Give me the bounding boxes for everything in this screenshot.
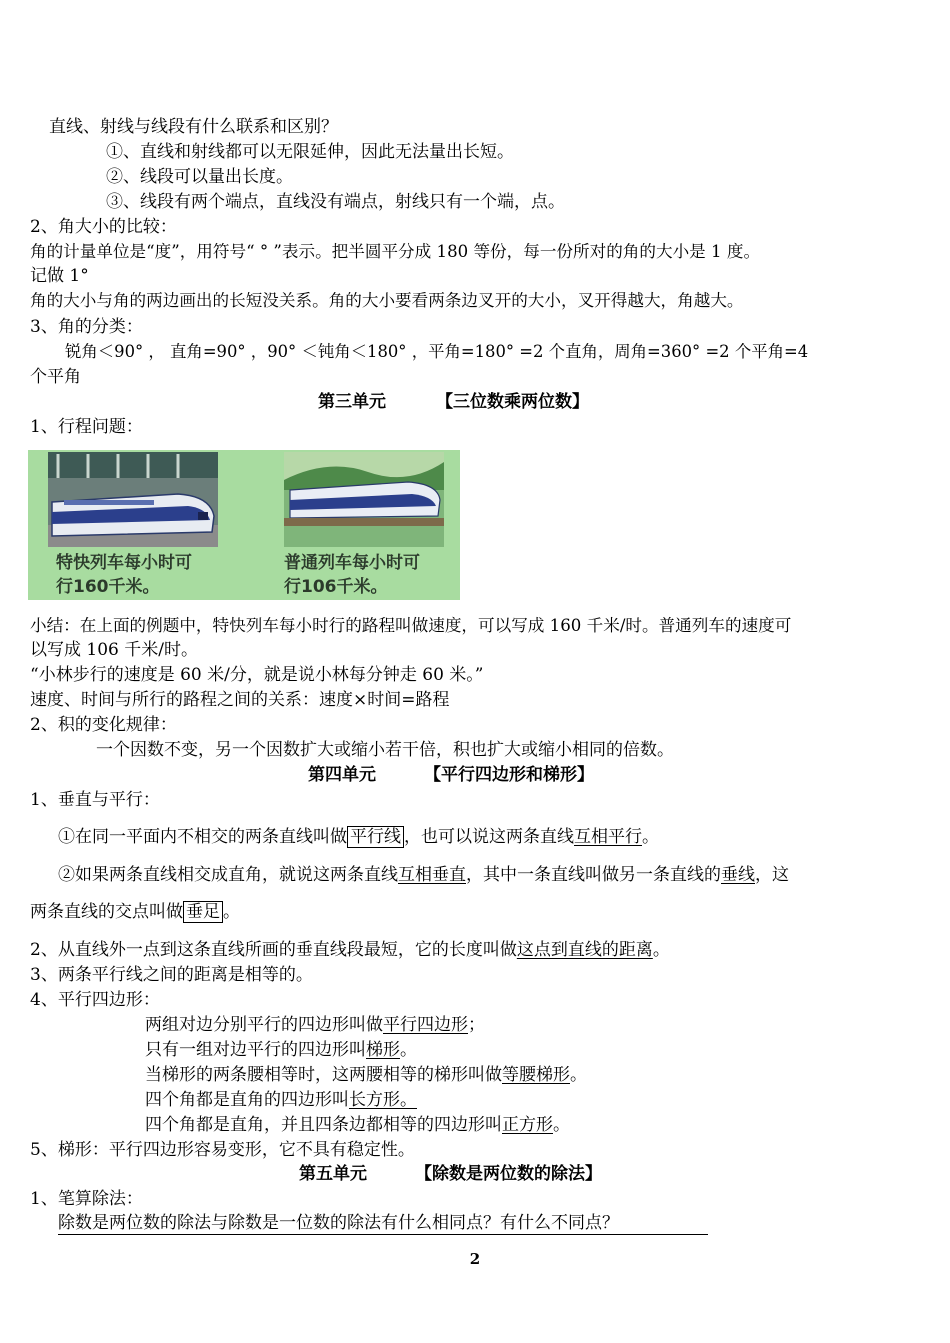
unit3-topic: 【三位数乘两位数】: [436, 392, 589, 412]
point-3: ③、线段有两个端点，直线没有端点，射线只有一个端，点。: [106, 192, 565, 212]
unit5-topic: 【除数是两位数的除法】: [415, 1164, 602, 1184]
square-definition: [145, 1114, 570, 1136]
point-2: ②、线段可以量出长度。: [106, 167, 293, 187]
unit3-heading: 第三单元: [318, 392, 386, 412]
written-division-title: 1、笔算除法：: [30, 1189, 143, 1209]
perpendicular-definition: [58, 864, 789, 886]
ordinary-caption-line-1: 普通列车每小时可: [284, 553, 420, 573]
trapezoid-stability-line: 5、梯形：平行四边形容易变形，它不具有稳定性。: [30, 1140, 415, 1160]
express-caption-line-2: 行160千米。: [56, 577, 160, 597]
parallel-distance-line: 3、两条平行线之间的距离是相等的。: [30, 965, 313, 985]
perp-def-text-3: ，这: [755, 865, 789, 885]
product-title: 2、积的变化规律：: [30, 715, 177, 735]
unit5-heading: 第五单元: [299, 1164, 367, 1184]
def5-text-1: 四个角都是直角，并且四条边都相等的四边形叫: [145, 1115, 502, 1135]
division-question: 除数是两位数的除法与除数是一位数的除法有什么相同点？有什么不同点？: [58, 1212, 708, 1235]
unit4-heading: 第四单元: [308, 765, 376, 785]
perp-parallel-title: 1、垂直与平行：: [30, 790, 160, 810]
distance-text-2: 。: [652, 940, 670, 960]
travel-title: 1、行程问题：: [30, 417, 143, 437]
foot-def-text-2: 。: [223, 902, 240, 922]
rectangle-term: 长方形。: [349, 1090, 417, 1110]
foot-definition: [30, 901, 240, 923]
perp-def-text-1: ②如果两条直线相交成直角，就说这两条直线: [58, 865, 398, 885]
trapezoid-definition: [145, 1039, 417, 1061]
summary-line-1: 小结：在上面的例题中，特快列车每小时行的路程叫做速度，可以写成 160 千米/时。普通列车的速度可: [30, 616, 792, 635]
train-figure: [28, 450, 460, 600]
express-train-panel: [48, 452, 218, 547]
parallel-def-text-1: ①在同一平面内不相交的两条直线叫做: [58, 827, 347, 847]
speed-relation: 速度、时间与所行的路程之间的关系：速度×时间=路程: [30, 690, 450, 710]
summary-line-2: 以写成 106 千米/时。: [30, 640, 198, 660]
def1-text-1: 两组对边分别平行的四边形叫做: [145, 1015, 383, 1035]
parallel-def-text-3: 。: [642, 827, 659, 847]
unit4-topic: 【平行四边形和梯形】: [424, 765, 594, 785]
ordinary-train-panel: [284, 452, 444, 547]
train-illustration: [28, 450, 460, 600]
angle-unit-line: 角的计量单位是“度”，用符号“ ° ”表示。把半圆平分成 180 等份，每一份所对的角的大小是 1 度。: [30, 242, 761, 261]
def2-text-1: 只有一组对边平行的四边形叫: [145, 1040, 366, 1060]
def1-text-2: ；: [468, 1015, 485, 1035]
def4-text-1: 四个角都是直角的四边形叫: [145, 1090, 349, 1110]
mutually-parallel-term: 互相平行: [574, 827, 642, 847]
parallel-def-text-2: ，也可以说这两条直线: [404, 827, 574, 847]
foot-def-text-1: 两条直线的交点叫做: [30, 902, 183, 922]
trapezoid-term: 梯形: [366, 1040, 400, 1060]
angle-class-line: 锐角＜90° ， 直角=90° ，90° ＜钝角＜180° ，平角=180° =2 个直角，周角=360° =2 个平角=4: [65, 342, 809, 361]
speed-quote: “小林步行的速度是 60 米/分，就是说小林每分钟走 60 米。”: [30, 665, 484, 685]
angle-unit-line-2: 记做 1°: [30, 266, 89, 286]
angle-class-line-2: 个平角: [30, 367, 81, 387]
isosceles-trapezoid-term: 等腰梯形: [502, 1065, 570, 1085]
rectangle-definition: [145, 1089, 461, 1111]
parallelogram-title: 4、平行四边形：: [30, 990, 160, 1010]
parallel-lines-term: 平行线: [347, 826, 404, 848]
angle-size-line: 角的大小与角的两边画出的长短没关系。角的大小要看两条边叉开的大小，叉开得越大，角越大。: [30, 291, 744, 310]
perpendicular-line-term: 垂线: [721, 865, 755, 885]
page-number: 2: [469, 1250, 481, 1268]
parallel-definition: [58, 826, 659, 848]
angle-class-title: 3、角的分类：: [30, 317, 143, 337]
angle-compare-title: 2、角大小的比较：: [30, 217, 177, 237]
square-term: 正方形: [502, 1115, 553, 1135]
product-rule: 一个因数不变，另一个因数扩大或缩小若干倍，积也扩大或缩小相同的倍数。: [96, 740, 674, 760]
parallelogram-definition: [145, 1014, 485, 1036]
def3-text-1: 当梯形的两条腰相等时，这两腰相等的梯形叫做: [145, 1065, 502, 1085]
question-line-ray-segment: 直线、射线与线段有什么联系和区别？: [49, 117, 338, 137]
distance-definition: [30, 939, 670, 961]
perp-def-text-2: ，其中一条直线叫做另一条直线的: [466, 865, 721, 885]
isosceles-trapezoid-definition: [145, 1064, 587, 1086]
point-1: ①、直线和射线都可以无限延伸，因此无法量出长短。: [106, 142, 514, 162]
express-caption-line-1: 特快列车每小时可: [56, 553, 192, 573]
foot-of-perpendicular-term: 垂足: [183, 901, 223, 923]
def2-text-2: 。: [400, 1040, 417, 1060]
point-to-line-distance-term: 这点到直线的距离: [516, 940, 653, 960]
parallelogram-term: 平行四边形: [383, 1015, 468, 1035]
ordinary-caption-line-2: 行106千米。: [284, 577, 388, 597]
def5-text-2: 。: [553, 1115, 570, 1135]
mutually-perpendicular-term: 互相垂直: [398, 865, 466, 885]
distance-text-1: 2、从直线外一点到这条直线所画的垂直线段最短，它的长度叫做: [30, 940, 517, 960]
def3-text-2: 。: [570, 1065, 587, 1085]
